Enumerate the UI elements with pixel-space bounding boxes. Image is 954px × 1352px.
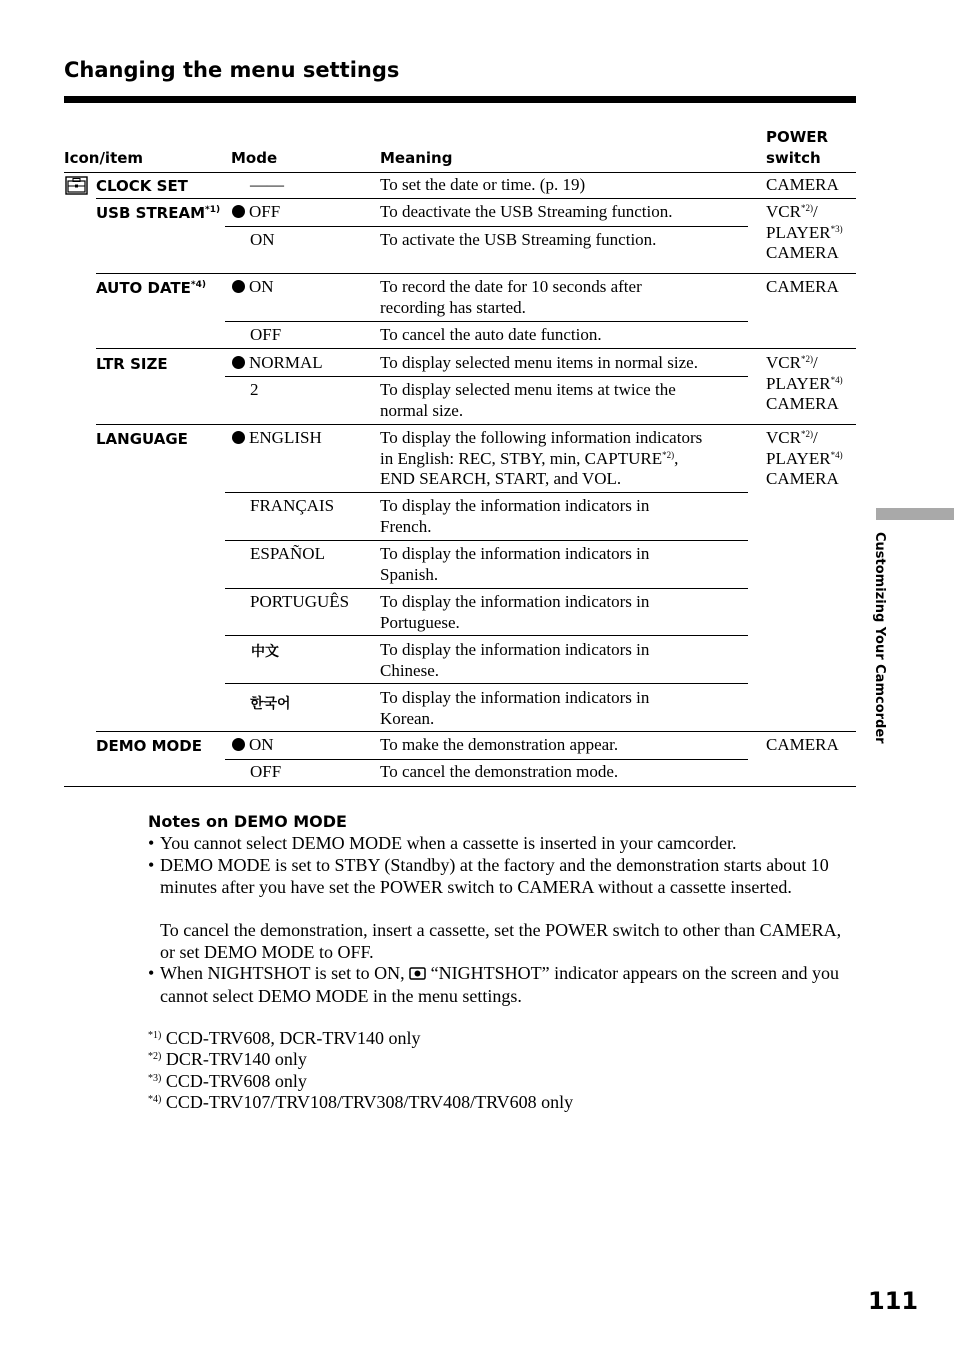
mode-language-chinese: 中文 <box>251 644 279 660</box>
power-usb-stream: VCR$^{*2)}$/ PLAYER$^{*3)}$ CAMERA <box>766 202 843 262</box>
footnote: $^{*2)}$ DCR-TRV140 only <box>148 1049 307 1069</box>
default-dot-icon <box>232 738 245 751</box>
page-number: 111 <box>868 1287 919 1315</box>
mode-clock-set: —— <box>250 175 284 194</box>
header-mode: Mode <box>231 149 278 167</box>
meaning-demo-on: To make the demonstration appear. <box>380 735 619 754</box>
note-item-continued: To cancel the demonstration, insert a cassette, set the POWER switch to other than CAMERA, or set DEMO MODE to OFF. <box>160 920 842 962</box>
meaning-language-spanish: To display the information indicators in Spanish. <box>380 544 650 584</box>
meaning-language-english: To display the following information indicators in English: REC, STBY, min, CAPTURE$^{*2)}$, END SEARCH, START, and VOL. <box>380 428 703 488</box>
item-ltr-size: LTR SIZE <box>96 355 168 373</box>
note-item: • When NIGHTSHOT is set to ON, “NIGHTSHOT” indicator appears on the screen and you cannot select DEMO MODE in the menu settings. <box>148 963 840 1006</box>
item-clock-set: CLOCK SET <box>96 177 188 195</box>
footnote: $^{*1)}$ CCD-TRV608, DCR-TRV140 only <box>148 1028 421 1048</box>
power-auto-date: CAMERA <box>766 277 839 296</box>
meaning-language-portuguese: To display the information indicators in Portuguese. <box>380 592 650 632</box>
mode-usb-off: OFF <box>232 202 280 223</box>
toolbox-icon <box>65 176 88 200</box>
power-ltr-size: VCR$^{*2)}$/ PLAYER$^{*4)}$ CAMERA <box>766 353 843 413</box>
mode-demo-on: ON <box>232 735 274 756</box>
side-tab-bar <box>876 508 954 520</box>
mode-demo-off: OFF <box>250 762 282 781</box>
item-language: LANGUAGE <box>96 430 188 448</box>
power-demo-mode: CAMERA <box>766 735 839 754</box>
header-icon-item: Icon/item <box>64 149 144 167</box>
mode-usb-on: ON <box>250 230 275 249</box>
meaning-language-chinese: To display the information indicators in Chinese. <box>380 640 650 680</box>
table-header-rule <box>64 172 856 173</box>
mode-ltr-normal: NORMAL <box>232 353 323 374</box>
mode-ltr-2: 2 <box>250 380 259 399</box>
side-section-label: Customizing Your Camcorder <box>872 532 887 744</box>
power-clock-set: CAMERA <box>766 175 839 194</box>
mode-language-french: FRANÇAIS <box>250 496 335 515</box>
default-dot-icon <box>232 280 245 293</box>
default-dot-icon <box>232 431 245 444</box>
mode-language-english: ENGLISH <box>232 428 322 449</box>
header-power-line1: POWER <box>766 128 829 146</box>
default-dot-icon <box>232 356 245 369</box>
nightshot-icon <box>409 964 426 986</box>
meaning-clock-set: To set the date or time. (p. 19) <box>380 175 586 194</box>
meaning-demo-off: To cancel the demonstration mode. <box>380 762 619 781</box>
mode-auto-date-off: OFF <box>250 325 282 344</box>
meaning-usb-on: To activate the USB Streaming function. <box>380 230 657 249</box>
meaning-ltr-2: To display selected menu items at twice the normal size. <box>380 380 676 420</box>
footnote: $^{*4)}$ CCD-TRV107/TRV108/TRV308/TRV408/TRV608 only <box>148 1092 574 1112</box>
default-dot-icon <box>232 205 245 218</box>
title-rule <box>64 96 856 103</box>
mode-language-korean: 한국어 <box>250 696 291 712</box>
note-item: • You cannot select DEMO MODE when a cassette is inserted in your camcorder. <box>148 833 737 853</box>
item-auto-date: AUTO DATE$^{*4)}$ <box>96 279 207 297</box>
mode-auto-date-on: ON <box>232 277 274 298</box>
meaning-ltr-normal: To display selected menu items in normal size. <box>380 353 698 372</box>
item-usb-stream: USB STREAM$^{*1)}$ <box>96 204 221 222</box>
header-power-line2: switch <box>766 149 821 167</box>
meaning-auto-date-off: To cancel the auto date function. <box>380 325 602 344</box>
table-bottom-rule <box>64 786 856 787</box>
notes-title: Notes on DEMO MODE <box>148 812 347 831</box>
page-title: Changing the menu settings <box>64 58 400 82</box>
meaning-language-korean: To display the information indicators in Korean. <box>380 688 650 728</box>
meaning-language-french: To display the information indicators in French. <box>380 496 650 536</box>
item-demo-mode: DEMO MODE <box>96 737 202 755</box>
mode-language-portuguese: PORTUGUÊS <box>250 592 350 611</box>
footnote: $^{*3)}$ CCD-TRV608 only <box>148 1071 307 1091</box>
mode-language-spanish: ESPAÑOL <box>250 544 325 563</box>
header-meaning: Meaning <box>380 149 453 167</box>
meaning-usb-off: To deactivate the USB Streaming function. <box>380 202 673 221</box>
power-language: VCR$^{*2)}$/ PLAYER$^{*4)}$ CAMERA <box>766 428 843 488</box>
note-item: • DEMO MODE is set to STBY (Standby) at the factory and the demonstration starts about 10 minutes after you have set the POWER switch to CAMERA without a cassette inserted. <box>148 855 829 897</box>
meaning-auto-date-on: To record the date for 10 seconds after recording has started. <box>380 277 642 317</box>
